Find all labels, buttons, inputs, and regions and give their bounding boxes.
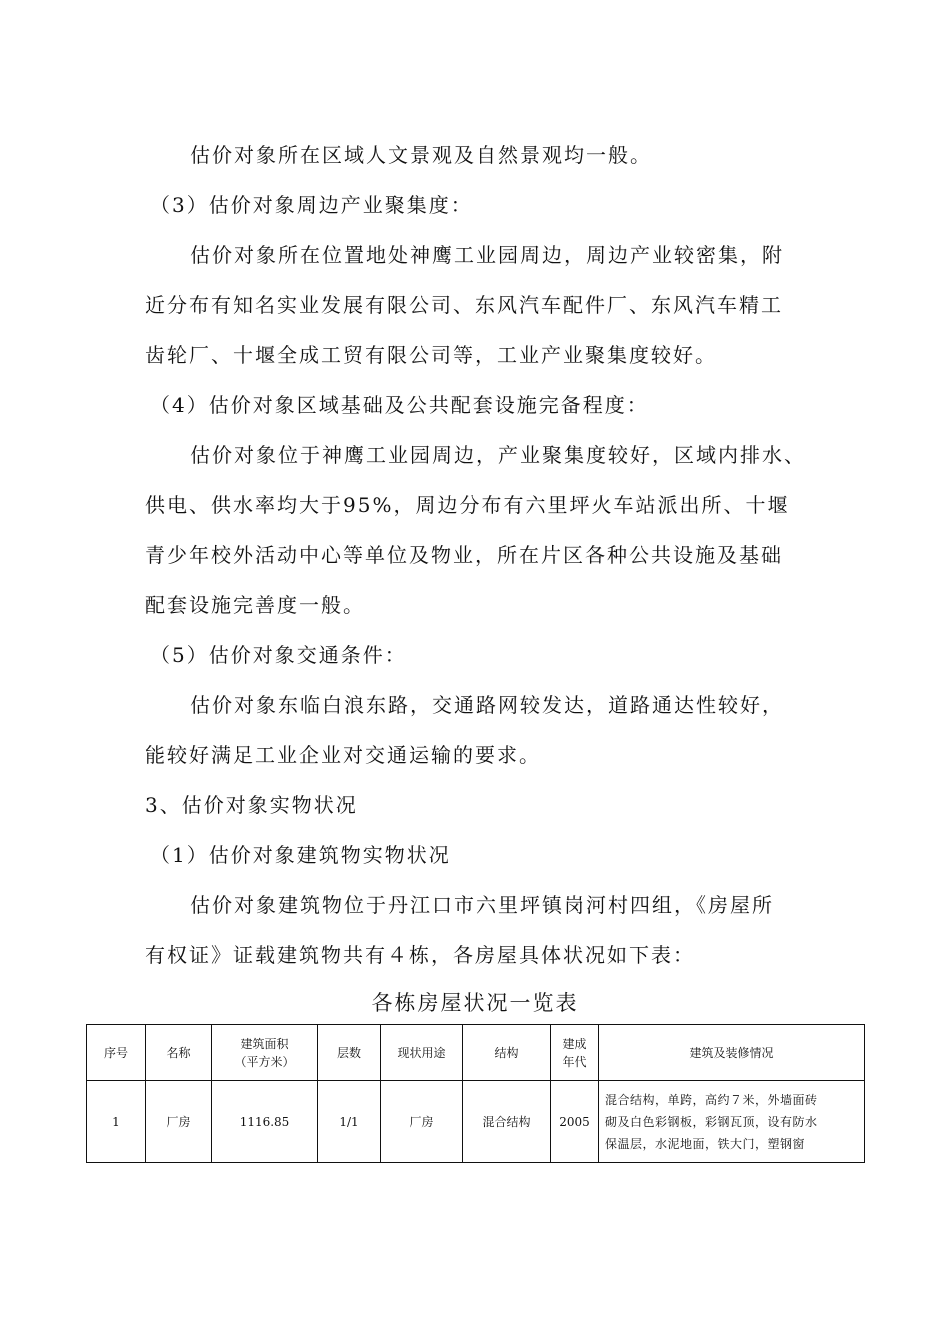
paragraph: 供电、供水率均大于95%，周边分布有六里坪火车站派出所、十堰 — [145, 493, 790, 517]
paragraph: 估价对象建筑物位于丹江口市六里坪镇岗河村四组，《房屋所 — [190, 893, 774, 917]
header-name: 名称 — [146, 1025, 212, 1081]
paragraph: 估价对象位于神鹰工业园周边，产业聚集度较好，区域内排水、 — [190, 443, 806, 467]
cell-desc-line3: 保温层，水泥地面，铁大门，塑钢窗 — [605, 1136, 806, 1151]
cell-desc-line1: 混合结构，单跨，高约７米，外墙面砖 — [605, 1092, 818, 1107]
paragraph: 齿轮厂、十堰全成工贸有限公司等，工业产业聚集度较好。 — [145, 343, 717, 367]
cell-no: 1 — [87, 1081, 146, 1163]
cell-floors: 1/1 — [318, 1081, 381, 1163]
paragraph: 估价对象所在区域人文景观及自然景观均一般。 — [190, 143, 652, 167]
cell-use: 厂房 — [381, 1081, 463, 1163]
section-heading: （3）估价对象周边产业聚集度： — [150, 193, 473, 217]
paragraph: 估价对象东临白浪东路，交通路网较发达，道路通达性较好， — [190, 693, 784, 717]
table-caption: 各栋房屋状况一览表 — [371, 991, 579, 1015]
header-floors: 层数 — [318, 1025, 381, 1081]
header-year-line2: 年代 — [562, 1054, 587, 1069]
header-area — [212, 1025, 318, 1081]
section-heading: （1）估价对象建筑物实物状况 — [150, 843, 451, 867]
header-year-line1: 建成 — [562, 1036, 587, 1051]
cell-desc-line2: 砌及白色彩钢板，彩钢瓦顶，设有防水 — [605, 1114, 818, 1129]
table-header-row — [87, 1025, 865, 1081]
header-use: 现状用途 — [381, 1025, 463, 1081]
paragraph: 能较好满足工业企业对交通运输的要求。 — [145, 743, 541, 767]
paragraph: 近分布有知名实业发展有限公司、东风汽车配件厂、东风汽车精工 — [145, 293, 783, 317]
header-structure: 结构 — [463, 1025, 551, 1081]
header-year — [551, 1025, 599, 1081]
table-row — [87, 1081, 865, 1163]
header-desc: 建筑及装修情况 — [599, 1025, 865, 1081]
cell-desc — [599, 1081, 865, 1163]
cell-structure: 混合结构 — [463, 1081, 551, 1163]
header-area-line2: （平方米） — [234, 1054, 295, 1069]
section-heading: 3、估价对象实物状况 — [145, 793, 358, 817]
cell-area: 1116.85 — [212, 1081, 318, 1163]
cell-year: 2005 — [551, 1081, 599, 1163]
paragraph: 青少年校外活动中心等单位及物业，所在片区各种公共设施及基础 — [145, 543, 783, 567]
house-status-table — [86, 1024, 865, 1163]
paragraph: 估价对象所在位置地处神鹰工业园周边，周边产业较密集，附 — [190, 243, 784, 267]
paragraph: 有权证》证载建筑物共有４栋，各房屋具体状况如下表： — [145, 943, 695, 967]
header-area-line1: 建筑面积 — [240, 1036, 289, 1051]
header-no: 序号 — [87, 1025, 146, 1081]
section-heading: （4）估价对象区域基础及公共配套设施完备程度： — [150, 393, 649, 417]
cell-name: 厂房 — [146, 1081, 212, 1163]
section-heading: （5）估价对象交通条件： — [150, 643, 407, 667]
paragraph: 配套设施完善度一般。 — [145, 593, 365, 617]
